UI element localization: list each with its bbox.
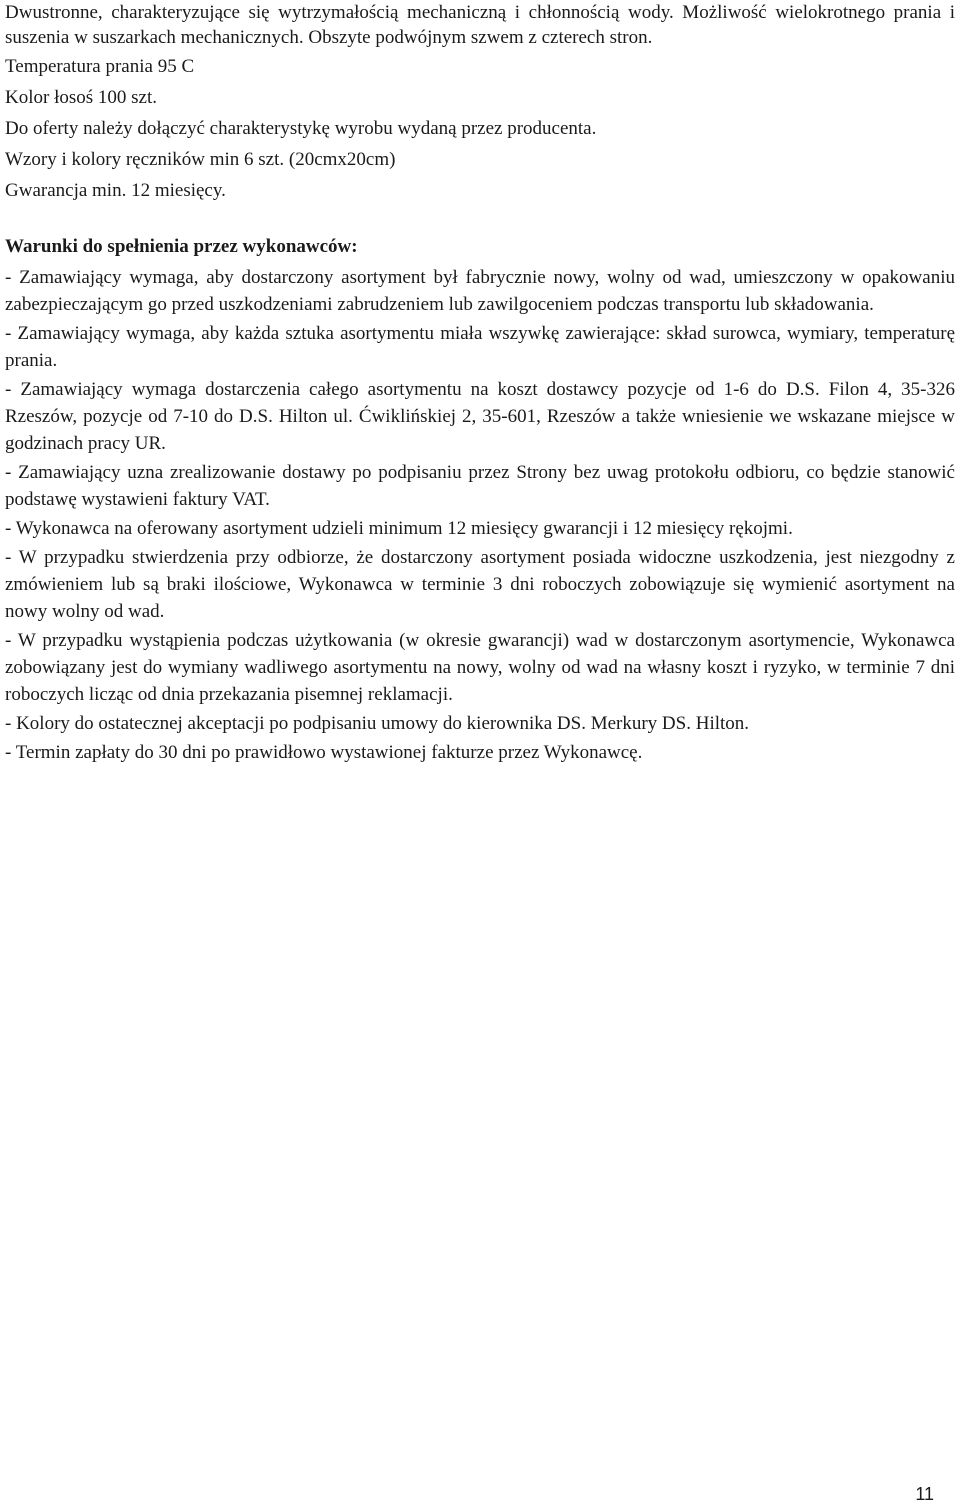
condition-item: - Zamawiający wymaga, aby każda sztuka asortymentu miała wszywkę zawierające: skład surowca, wymiary, temperaturę prania. [5,323,955,371]
condition-item: - Kolory do ostatecznej akceptacji po podpisaniu umowy do kierownika DS. Merkury DS. Hilton. [5,713,750,734]
condition-item: - W przypadku stwierdzenia przy odbiorze, że dostarczony asortyment posiada widoczne uszkodzenia, jest niezgodny z zmówieniem lub są braki ilościowe, Wykonawca w terminie 3 dni roboczych zobowiązuje się wymienić asortyment na nowy wolny od wad. [5,547,955,622]
page-number: 11 [915,1484,934,1504]
conditions-heading: Warunki do spełnienia przez wykonawców: [5,236,358,257]
condition-item: - Zamawiający wymaga, aby dostarczony asortyment był fabrycznie nowy, wolny od wad, umieszczony w opakowaniu zabezpieczającym go przed uszkodzeniami zabrudzeniem lub zawilgoceniem podczas transportu lub składowania. [5,267,955,315]
spec-characteristic: Do oferty należy dołączyć charakterystykę wyrobu wydaną przez producenta. [5,118,597,139]
condition-item: - W przypadku wystąpienia podczas użytkowania (w okresie gwarancji) wad w dostarczonym asortymencie, Wykonawca zobowiązany jest do wymiany wadliwego asortymentu na nowy, wolny od wad na własny koszt i ryzyko, w terminie 7 dni roboczych licząc od dnia przekazania pisemnej reklamacji. [5,630,955,705]
spec-color: Kolor łosoś 100 szt. [5,87,157,108]
condition-item: - Termin zapłaty do 30 dni po prawidłowo wystawionej fakturze przez Wykonawcę. [5,742,643,763]
product-specs [5,54,955,204]
condition-item: - Wykonawca na oferowany asortyment udzieli minimum 12 miesięcy gwarancji i 12 miesięcy rękojmi. [5,518,793,539]
condition-item: - Zamawiający wymaga dostarczenia całego asortymentu na koszt dostawcy pozycje od 1-6 do D.S. Filon 4, 35-326 Rzeszów, pozycje od 7-10 do D.S. Hilton ul. Ćwiklińskiej 2, 35-601, Rzeszów a także wniesienie we wskazane miejsce w godzinach pracy UR. [5,379,955,454]
spec-temperature: Temperatura prania 95 C [5,56,195,77]
spec-patterns: Wzory i kolory ręczników min 6 szt. (20cmx20cm) [5,149,396,170]
condition-item: - Zamawiający uzna zrealizowanie dostawy po podpisaniu przez Strony bez uwag protokołu odbioru, co będzie stanowić podstawę wystawieni faktury VAT. [5,462,955,510]
spec-warranty: Gwarancja min. 12 miesięcy. [5,180,226,201]
document-page [5,0,955,768]
product-description: Dwustronne, charakteryzujące się wytrzymałością mechaniczną i chłonnością wody. Możliwość wielokrotnego prania i suszenia w suszarkach mechanicznych. Obszyte podwójnym szwem z czterech stron. [5,2,955,48]
conditions-list [5,264,955,766]
